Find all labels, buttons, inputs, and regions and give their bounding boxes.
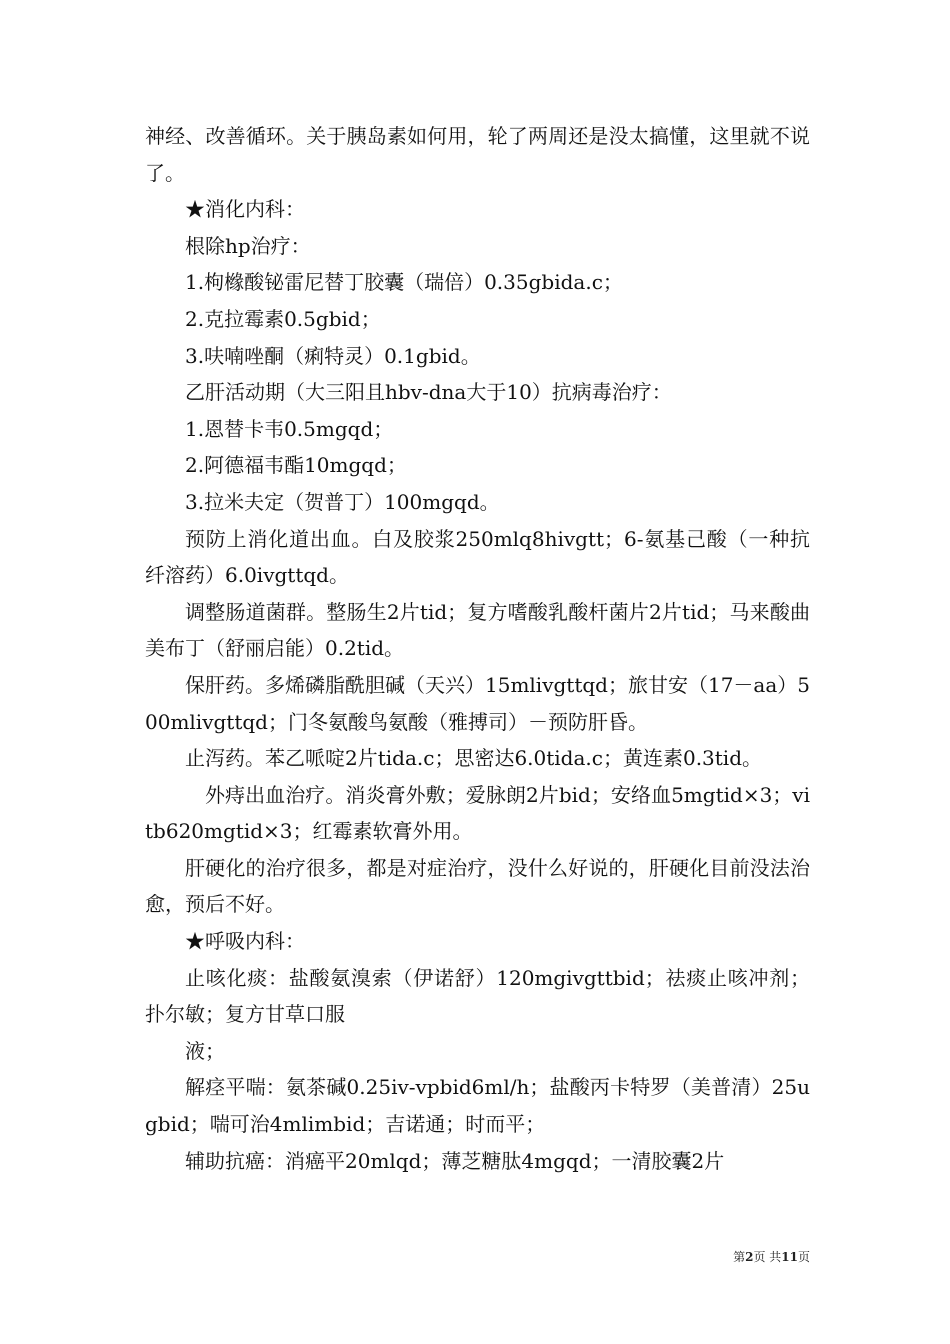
footer-prefix: 第 xyxy=(733,1250,746,1264)
paragraph: 止咳化痰：盐酸氨溴索（伊诺舒）120mgivgttbid；祛痰止咳冲剂；扑尔敏；复方甘草口服 xyxy=(145,965,810,1027)
section-heading-respiratory: ★呼吸内科： xyxy=(185,929,305,954)
paragraph: 辅助抗癌：消癌平20mlqd；薄芝糖肽4mgqd；一清胶囊2片 xyxy=(185,1148,725,1173)
current-page-number: 2 xyxy=(745,1250,754,1264)
section-heading-digestive: ★消化内科： xyxy=(185,197,305,222)
subheading-hbv-therapy: 乙肝活动期（大三阳且hbv-dna大于10）抗病毒治疗： xyxy=(185,380,672,405)
paragraph: 保肝药。多烯磷脂酰胆碱（天兴）15mlivgttqd；旅甘安（17－aa）500mlivgttqd；门冬氨酸鸟氨酸（雅搏司）－预防肝昏。 xyxy=(145,672,811,734)
list-item: 2.克拉霉素0.5gbid； xyxy=(185,306,381,331)
document-body xyxy=(145,118,810,1179)
paragraph: 预防上消化道出血。白及胶浆250mlq8hivgtt；6-氨基己酸（一种抗纤溶药）6.0ivgttqd。 xyxy=(145,526,810,588)
paragraph: 解痉平喘：氨茶碱0.25iv-vpbid6ml/h；盐酸丙卡特罗（美普清）25ugbid；喘可治4mlimbid；吉诺通；时而平； xyxy=(145,1075,810,1137)
footer-middle: 页 共 xyxy=(753,1250,782,1264)
paragraph-continuation: 神经、改善循环。关于胰岛素如何用，轮了两周还是没太搞懂，这里就不说了。 xyxy=(145,124,810,185)
paragraph: 调整肠道菌群。整肠生2片tid；复方嗜酸乳酸杆菌片2片tid；马来酸曲美布丁（舒丽启能）0.2tid。 xyxy=(145,599,810,661)
paragraph: 肝硬化的治疗很多，都是对症治疗，没什么好说的，肝硬化目前没法治愈，预后不好。 xyxy=(145,855,810,917)
list-item: 3.拉米夫定（贺普丁）100mgqd。 xyxy=(185,489,500,514)
page-number-footer xyxy=(700,1248,810,1265)
paragraph: 止泻药。苯乙哌啶2片tida.c；思密达6.0tida.c；黄连素0.3tid。 xyxy=(185,746,763,771)
list-item: 2.阿德福韦酯10mgqd； xyxy=(185,453,407,478)
total-page-count: 11 xyxy=(781,1250,798,1264)
footer-suffix: 页 xyxy=(797,1250,810,1264)
list-item: 1.恩替卡韦0.5mgqd； xyxy=(185,416,394,441)
list-item: 3.呋喃唑酮（痢特灵）0.1gbid。 xyxy=(185,343,481,368)
subheading-hp-therapy: 根除hp治疗： xyxy=(185,233,311,258)
list-item: 1.枸橼酸铋雷尼替丁胶囊（瑞倍）0.35gbida.c； xyxy=(185,270,623,295)
paragraph: 液； xyxy=(185,1038,225,1063)
paragraph: 外痔出血治疗。消炎膏外敷；爱脉朗2片bid；安络血5mgtid×3；vitb620mgtid×3；红霉素软膏外用。 xyxy=(145,782,810,844)
